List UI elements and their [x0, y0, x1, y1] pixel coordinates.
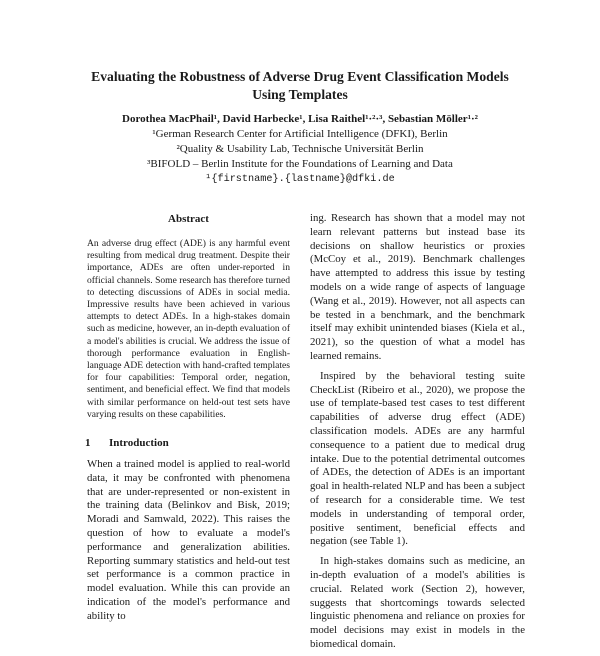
affiliation-3: ³BIFOLD – Berlin Institute for the Foundations of Learning and Data — [147, 158, 453, 170]
intro-paragraph-2: Inspired by the behavioral testing suite CheckList (Ribeiro et al., 2020), we propose the use of template-based test cases to test different capabilities of adverse drug effect (ADE) classification models. ADEs are any harmful consequence to a patient due to medical drug intake. Due to the potential detrimental outcomes of ADEs, the detection of ADEs is an important goal in health-related NLP and has been a subject of research for a considerable time. We test models in understanding of temporal order, positive sentiment, beneficial effects and negation (see Table 1). — [310, 369, 525, 548]
affiliation-1: ¹German Research Center for Artificial Intelligence (DFKI), Berlin — [152, 128, 448, 140]
right-column — [310, 212, 525, 656]
left-column — [87, 212, 290, 628]
abstract-heading: Abstract — [168, 213, 209, 225]
section-number: 1 — [85, 437, 91, 450]
intro-paragraph-continued: ing. Research has shown that a model may not learn relevant patterns but instead base its decisions on shallow heuristics or proxies (McCoy et al., 2019). Benchmark challenges have attempted to address this issue by testing models on a wide range of aspects of language (Wang et al., 2019). However, not all aspects can be tested in a benchmark, and the benchmark itself may exhibit unintended biases (Kiela et al., 2021), so the question of what a model has learned remains. — [310, 212, 525, 362]
title-line-2: Using Templates — [252, 86, 348, 102]
paper-title — [60, 68, 540, 103]
intro-paragraph-3: In high-stakes domains such as medicine, an in-depth evaluation of a model's abilities is crucial. Related work (Section 2), however, suggests that shortcomings towards selected linguistic phenomena and reliance on proxies for model decisions may exist in models in the biomedical domain. — [310, 555, 525, 650]
author-email: ¹{firstname}.{lastname}@dfki.de — [205, 174, 395, 185]
author-block — [40, 112, 560, 187]
abstract-text: An adverse drug effect (ADE) is any harmful event resulting from medical drug treatment. Despite their importance, ADEs are often under-reported in official channels. Some research has therefore turned to detecting discussions of ADEs in social media. Impressive results have been achieved in various attempts to detect ADEs. In a high-stakes domain such as medicine, however, an in-depth evaluation of a model's abilities is crucial. We address the issue of thorough performance evaluation in English-language ADE detection with hand-crafted templates for four capabilities: Temporal order, negation, sentiment, and beneficial effect. We find that models with similar performance on held-out test sets have varying results on these capabilities. — [87, 238, 290, 420]
author-names: Dorothea MacPhail¹, David Harbecke¹, Lisa Raithel¹·²·³, Sebastian Möller¹·² — [122, 113, 478, 125]
affiliation-2: ²Quality & Usability Lab, Technische Universität Berlin — [176, 143, 424, 155]
section-heading-introduction — [85, 436, 288, 450]
title-line-1: Evaluating the Robustness of Adverse Drug Event Classification Models — [91, 69, 509, 84]
intro-paragraph-1: When a trained model is applied to real-world data, it may be confronted with phenomena that are under-represented or non-existent in the training data (Belinkov and Bisk, 2019; Moradi and Samwald, 2022). This raises the question of how to evaluate a model's performance and generalization abilities. Reporting summary statistics and held-out test set performance is a common practice in model evaluation. While this can provide an indication of the model's performance and ability to — [87, 458, 290, 622]
section-title: Introduction — [109, 437, 169, 450]
